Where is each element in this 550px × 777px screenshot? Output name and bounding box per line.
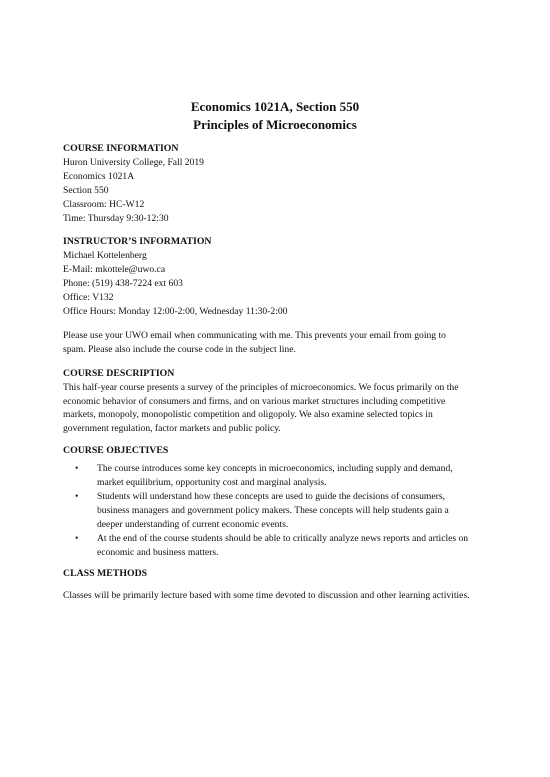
bullet-icon: •	[75, 532, 79, 544]
instructor-information-section	[63, 235, 493, 356]
title-block	[0, 98, 550, 134]
list-item	[63, 462, 493, 490]
class-methods-section	[63, 567, 493, 603]
course-info-line: Time: Thursday 9:30-12:30	[63, 212, 169, 224]
instructor-name: Michael Kottelenberg	[63, 250, 147, 262]
instructor-office: Office: V132	[63, 292, 114, 304]
bullet-icon: •	[75, 490, 79, 502]
course-info-line: Section 550	[63, 184, 109, 196]
objective-line: economic and business matters.	[97, 546, 219, 558]
objective-line: deeper understanding of current economic events.	[97, 518, 289, 530]
objectives-list	[63, 462, 493, 559]
instructor-phone: Phone: (519) 438-7224 ext 603	[63, 278, 183, 290]
instructor-information-heading: INSTRUCTOR’S INFORMATION	[63, 236, 212, 248]
course-description-section	[63, 367, 493, 437]
objective-line: The course introduces some key concepts in microeconomics, including supply and demand,	[97, 463, 453, 475]
course-information-section	[63, 142, 493, 225]
description-line: government regulation, factor markets and public policy.	[63, 423, 281, 435]
instructor-email: E-Mail: mkottele@uwo.ca	[63, 264, 166, 276]
course-information-heading: COURSE INFORMATION	[63, 143, 179, 154]
course-objectives-heading: COURSE OBJECTIVES	[63, 445, 169, 457]
course-objectives-section	[63, 444, 493, 559]
description-line: markets, monopoly, monopolistic competition and oligopoly. We also examine selected topics in	[63, 409, 433, 421]
objective-line: market equilibrium, opportunity cost and marginal analysis.	[97, 477, 327, 489]
instructor-office-hours: Office Hours: Monday 12:00-2:00, Wednesday 11:30-2:00	[63, 305, 288, 317]
course-description-heading: COURSE DESCRIPTION	[63, 367, 175, 379]
objective-line: Students will understand how these concepts are used to guide the decisions of consumers,	[97, 490, 445, 502]
email-note-line: spam. Please also include the course code in the subject line.	[63, 343, 296, 355]
objective-line: At the end of the course students should be able to critically analyze news reports and articles on	[97, 532, 469, 544]
description-line: This half-year course presents a survey of the principles of microeconomics. We focus primarily on the	[63, 381, 459, 393]
document-subtitle: Principles of Microeconomics	[193, 117, 357, 132]
list-item	[63, 490, 493, 532]
list-item	[63, 532, 493, 560]
bullet-icon: •	[75, 463, 79, 475]
email-note-line: Please use your UWO email when communicating with me. This prevents your email from going to	[63, 329, 446, 341]
document-body	[63, 142, 493, 603]
description-line: economic behavior of consumers and firms, and on various market structures including competitive	[63, 395, 446, 407]
course-info-line: Huron University College, Fall 2019	[63, 156, 204, 168]
course-info-line: Economics 1021A	[63, 170, 135, 182]
class-methods-heading: CLASS METHODS	[63, 568, 148, 580]
document-title: Economics 1021A, Section 550	[190, 99, 360, 114]
course-info-line: Classroom: HC-W12	[63, 198, 145, 210]
objective-line: business managers and government policy makers. These concepts will help students gain a	[97, 504, 449, 516]
class-methods-line: Classes will be primarily lecture based with some time devoted to discussion and other learning activities.	[63, 590, 470, 602]
